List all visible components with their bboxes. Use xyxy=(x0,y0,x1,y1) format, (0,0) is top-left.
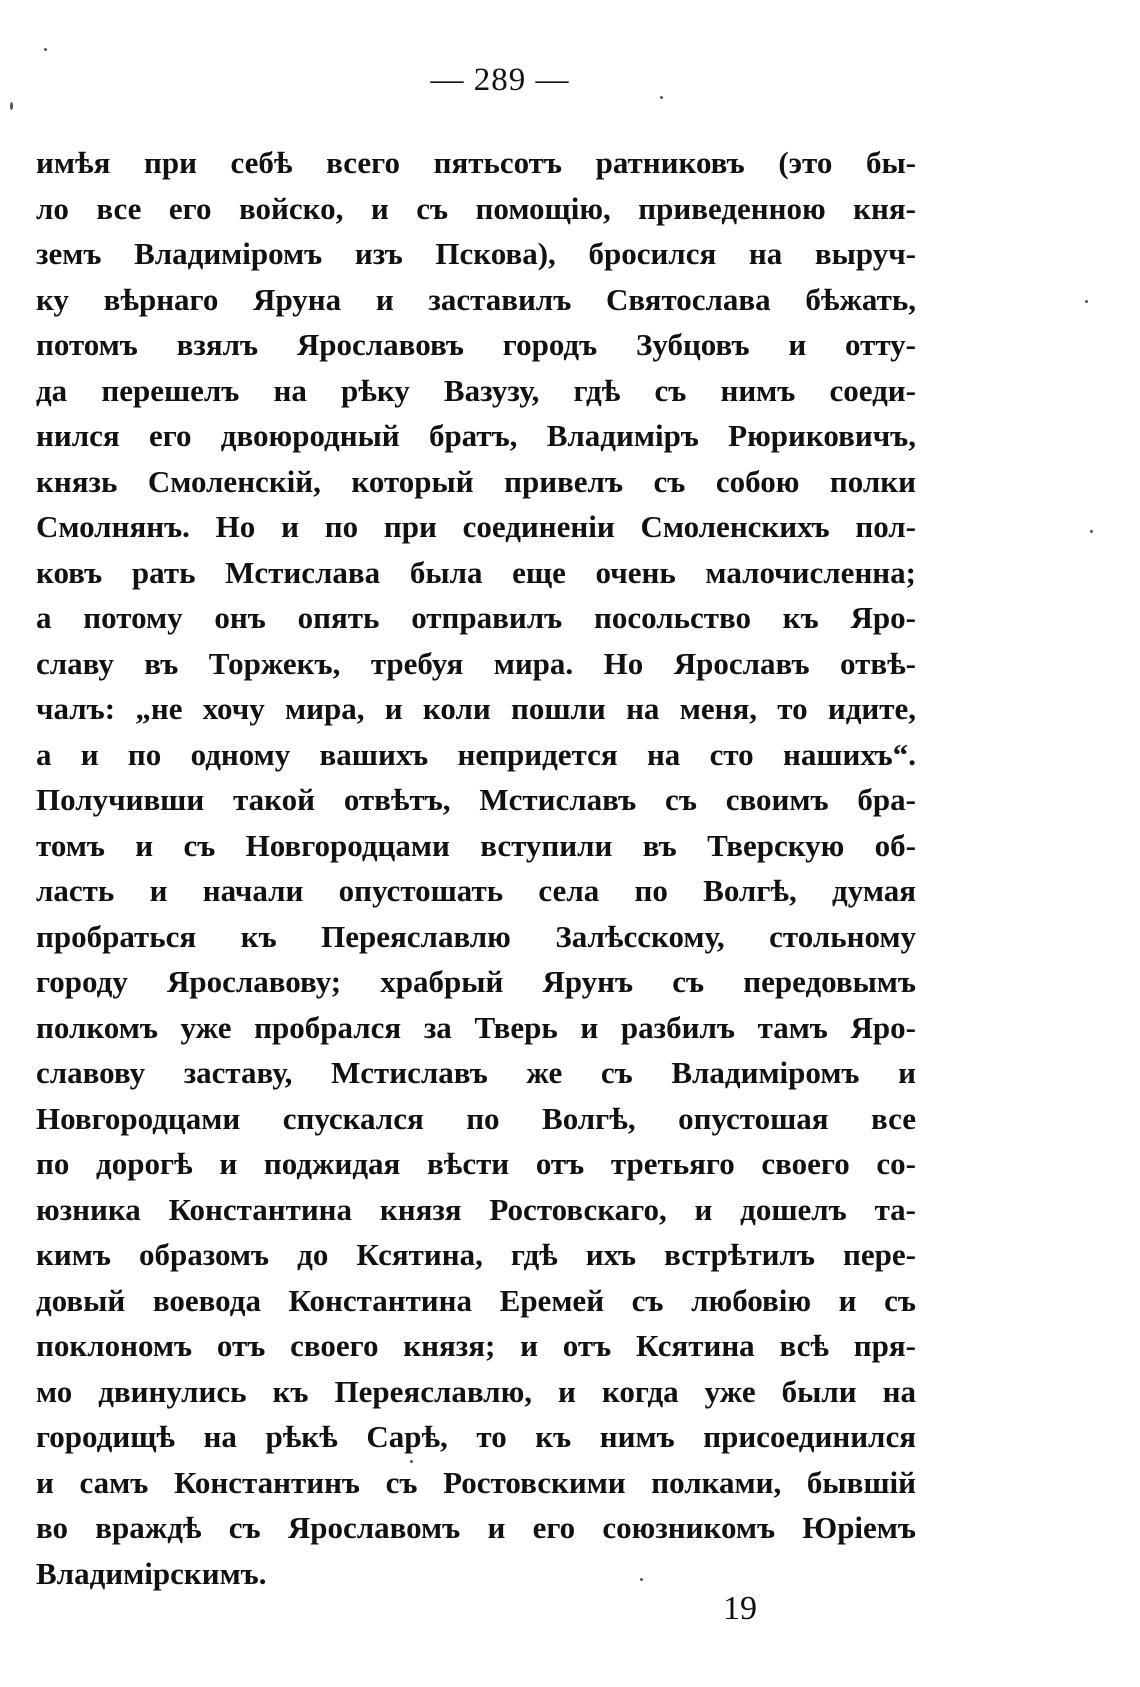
print-speck xyxy=(1090,530,1093,533)
text-line: потомъ взялъ Ярославовъ городъ Зубцовъ и отту- xyxy=(36,327,916,362)
text-line: имѣя при себѣ всего пятьсотъ ратниковъ (это бы- xyxy=(36,145,916,180)
text-line: а потому онъ опять отправилъ посольство къ Яро- xyxy=(36,600,916,635)
text-line: князь Смоленскій, который привелъ съ собою полки xyxy=(36,463,916,499)
body-text xyxy=(36,140,916,1596)
text-line: Получивши такой отвѣтъ, Мстиславъ съ своимъ бра- xyxy=(36,782,916,817)
text-line: по дорогѣ и поджидая вѣсти отъ третьяго своего со- xyxy=(36,1146,916,1181)
print-speck xyxy=(10,102,13,110)
text-line: земъ Владиміромъ изъ Пскова), бросился на выруч- xyxy=(36,236,916,271)
page-number-header: — 289 — xyxy=(430,62,570,98)
print-speck xyxy=(1085,300,1088,303)
text-line: а и по одному вашихъ непридется на сто нашихъ“. xyxy=(36,736,916,772)
text-line: ковъ рать Мстислава была еще очень малочисленна; xyxy=(36,554,916,590)
text-line: и самъ Константинъ съ Ростовскими полками, бывшій xyxy=(36,1464,916,1500)
text-line: Смолнянъ. Но и по при соединеніи Смоленскихъ пол- xyxy=(36,509,916,544)
print-speck xyxy=(660,96,663,99)
text-line: мо двинулись къ Переяславлю, и когда уже были на xyxy=(36,1373,916,1409)
text-line: довый воевода Константина Еремей съ любовію и съ xyxy=(36,1282,916,1318)
text-line: ло все его войско, и съ помощію, приведенною кня- xyxy=(36,190,916,226)
text-line: томъ и съ Новгородцами вступили въ Тверскую об- xyxy=(36,827,916,863)
text-line: нился его двоюродный братъ, Владиміръ Рюриковичъ, xyxy=(36,418,916,453)
text-line: поклономъ отъ своего князя; и отъ Ксятина всѣ пря- xyxy=(36,1328,916,1363)
text-line: ласть и начали опустошать села по Волгѣ, думая xyxy=(36,873,916,908)
signature-number: 19 xyxy=(723,1590,757,1627)
text-line: кимъ образомъ до Ксятина, гдѣ ихъ встрѣтилъ пере- xyxy=(36,1237,916,1272)
text-line: славу въ Торжекъ, требуя мира. Но Ярославъ отвѣ- xyxy=(36,645,916,681)
text-line: полкомъ уже пробрался за Тверь и разбилъ тамъ Яро- xyxy=(36,1009,916,1045)
text-line: юзника Константина князя Ростовскаго, и дошелъ та- xyxy=(36,1191,916,1227)
text-line: ку вѣрнаго Яруна и заставилъ Святослава бѣжать, xyxy=(36,281,916,317)
text-line: да перешелъ на рѣку Вазузу, гдѣ съ нимъ соеди- xyxy=(36,372,916,408)
text-line-last: Владимірскимъ. xyxy=(36,1555,267,1591)
print-speck xyxy=(44,48,47,51)
text-line: пробраться къ Переяславлю Залѣсскому, стольному xyxy=(36,918,916,954)
text-line: городу Ярославову; храбрый Ярунъ съ передовымъ xyxy=(36,964,916,999)
print-speck xyxy=(410,1460,413,1463)
text-line: славову заставу, Мстиславъ же съ Владиміромъ и xyxy=(36,1055,916,1090)
text-line: во враждѣ съ Ярославомъ и его союзникомъ Юріемъ xyxy=(36,1510,916,1545)
text-line: городищѣ на рѣкѣ Сарѣ, то къ нимъ присоединился xyxy=(36,1419,916,1454)
text-line: Новгородцами спускался по Волгѣ, опустошая все xyxy=(36,1100,916,1136)
print-speck xyxy=(640,1578,643,1581)
text-line: чалъ: „не хочу мира, и коли пошли на меня, то идите, xyxy=(36,691,916,726)
